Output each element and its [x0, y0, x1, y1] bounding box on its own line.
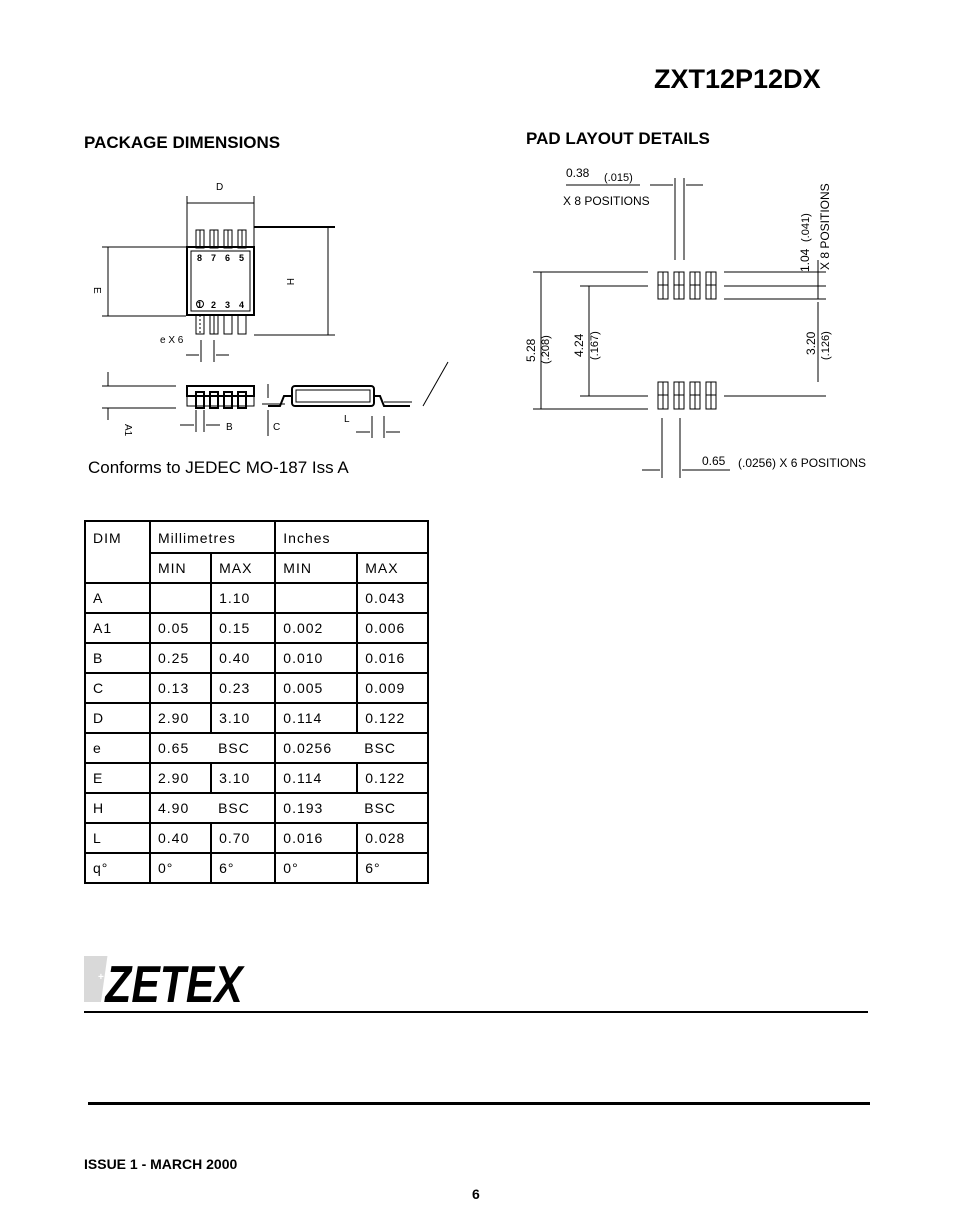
cell-mm-max: 1.10	[211, 583, 275, 613]
cell-mm-max: 3.10	[211, 703, 275, 733]
cell-in-min: 0.002	[275, 613, 357, 643]
cell-in-min	[275, 583, 357, 613]
cell-in-max: BSC	[357, 793, 428, 823]
pin-3: 3	[225, 300, 231, 310]
cell-dim: e	[85, 733, 150, 763]
cell-mm-min: 0.05	[150, 613, 211, 643]
cell-mm-max: 0.23	[211, 673, 275, 703]
pin-7: 7	[211, 253, 217, 263]
cell-in-min: 0.005	[275, 673, 357, 703]
header-in-max: MAX	[357, 553, 428, 583]
cell-dim: H	[85, 793, 150, 823]
cell-mm-min: 0°	[150, 853, 211, 883]
cell-in-min: 0.193	[275, 793, 357, 823]
svg-text:+: +	[98, 972, 104, 983]
issue-date: ISSUE 1 - MARCH 2000	[84, 1156, 238, 1172]
cell-in-max: 6°	[357, 853, 428, 883]
cell-dim: L	[85, 823, 150, 853]
package-dimensions-title: PACKAGE DIMENSIONS	[84, 133, 281, 152]
cell-in-min: 0.016	[275, 823, 357, 853]
cell-in-max: 0.016	[357, 643, 428, 673]
cell-mm-max: 0.40	[211, 643, 275, 673]
cell-in-max: 0.122	[357, 703, 428, 733]
label-c: C	[273, 422, 281, 433]
pad-width-mm: 0.38	[566, 166, 590, 180]
logo-text: ZETEX	[105, 956, 243, 1006]
cell-mm-max: BSC	[211, 793, 275, 823]
cell-mm-min: 0.25	[150, 643, 211, 673]
table-row	[85, 823, 428, 853]
label-e: E	[91, 287, 102, 294]
pitch-vertical-mm: 3.20	[804, 331, 818, 355]
table-header-row	[85, 521, 428, 553]
label-h: H	[284, 278, 295, 286]
cell-dim: q°	[85, 853, 150, 883]
pin-5: 5	[239, 253, 245, 263]
header-in-min: MIN	[275, 553, 357, 583]
divider-bottom	[88, 1102, 870, 1105]
cell-in-min: 0.010	[275, 643, 357, 673]
table-row	[85, 583, 428, 613]
table-row	[85, 613, 428, 643]
pad-height-note: X 8 POSITIONS	[818, 183, 832, 270]
cell-in-max: BSC	[357, 733, 428, 763]
pin-2: 2	[211, 300, 217, 310]
header-millimetres: Millimetres	[150, 521, 275, 553]
part-number: ZXT12P12DX	[654, 64, 821, 94]
pin-6: 6	[225, 253, 231, 263]
cell-in-max: 0.122	[357, 763, 428, 793]
label-d: D	[216, 182, 224, 193]
pad-layout-drawing	[0, 0, 954, 490]
pin-8: 8	[197, 253, 203, 263]
cell-mm-max: 0.15	[211, 613, 275, 643]
pitch-mm: 0.65	[702, 454, 726, 468]
cell-mm-min: 0.40	[150, 823, 211, 853]
pad-width-note: X 8 POSITIONS	[563, 194, 650, 208]
cell-mm-min: 2.90	[150, 703, 211, 733]
cell-mm-max: BSC	[211, 733, 275, 763]
cell-mm-max: 6°	[211, 853, 275, 883]
header-dim: DIM	[85, 521, 150, 583]
pin-4: 4	[239, 300, 245, 310]
label-b: B	[226, 422, 233, 433]
page-number: 6	[472, 1186, 480, 1202]
table-row	[85, 733, 428, 763]
cell-mm-max: 3.10	[211, 763, 275, 793]
table-row	[85, 853, 428, 883]
pad-layout-title: PAD LAYOUT DETAILS	[526, 129, 710, 148]
divider-top	[84, 1011, 868, 1013]
header-inches: Inches	[275, 521, 428, 553]
cell-dim: D	[85, 703, 150, 733]
cell-dim: A1	[85, 613, 150, 643]
header-mm-max: MAX	[211, 553, 275, 583]
label-l: L	[344, 414, 350, 425]
cell-dim: B	[85, 643, 150, 673]
pitch-note: (.0256) X 6 POSITIONS	[738, 456, 867, 470]
table-row	[85, 703, 428, 733]
outer-span-in: (.208)	[540, 335, 552, 364]
zetex-logo	[84, 952, 254, 1006]
pad-height-mm: 1.04	[798, 248, 812, 272]
table-row	[85, 793, 428, 823]
cell-mm-min	[150, 583, 211, 613]
cell-dim: C	[85, 673, 150, 703]
cell-mm-min: 0.65	[150, 733, 211, 763]
cell-dim: A	[85, 583, 150, 613]
cell-in-max: 0.009	[357, 673, 428, 703]
pin-1: 1	[197, 300, 203, 310]
cell-mm-min: 0.13	[150, 673, 211, 703]
table-row	[85, 763, 428, 793]
label-e-x6: e X 6	[160, 335, 184, 346]
cell-mm-max: 0.70	[211, 823, 275, 853]
cell-in-max: 0.043	[357, 583, 428, 613]
cell-in-max: 0.028	[357, 823, 428, 853]
outer-span-mm: 5.28	[524, 338, 538, 362]
dimensions-table	[84, 520, 429, 884]
inner-span-mm: 4.24	[572, 333, 586, 357]
pitch-vertical-in: (.126)	[820, 331, 832, 360]
table-row	[85, 643, 428, 673]
cell-in-min: 0°	[275, 853, 357, 883]
cell-mm-min: 2.90	[150, 763, 211, 793]
label-a1: A1	[122, 424, 133, 437]
table-row	[85, 673, 428, 703]
pad-width-in: (.015)	[604, 172, 633, 184]
cell-in-min: 0.0256	[275, 733, 357, 763]
cell-dim: E	[85, 763, 150, 793]
cell-mm-min: 4.90	[150, 793, 211, 823]
cell-in-min: 0.114	[275, 763, 357, 793]
inner-span-in: (.167)	[589, 331, 601, 360]
pad-height-in: (.041)	[800, 213, 812, 242]
header-mm-min: MIN	[150, 553, 211, 583]
jedec-conformance: Conforms to JEDEC MO-187 Iss A	[88, 458, 349, 477]
cell-in-min: 0.114	[275, 703, 357, 733]
cell-in-max: 0.006	[357, 613, 428, 643]
